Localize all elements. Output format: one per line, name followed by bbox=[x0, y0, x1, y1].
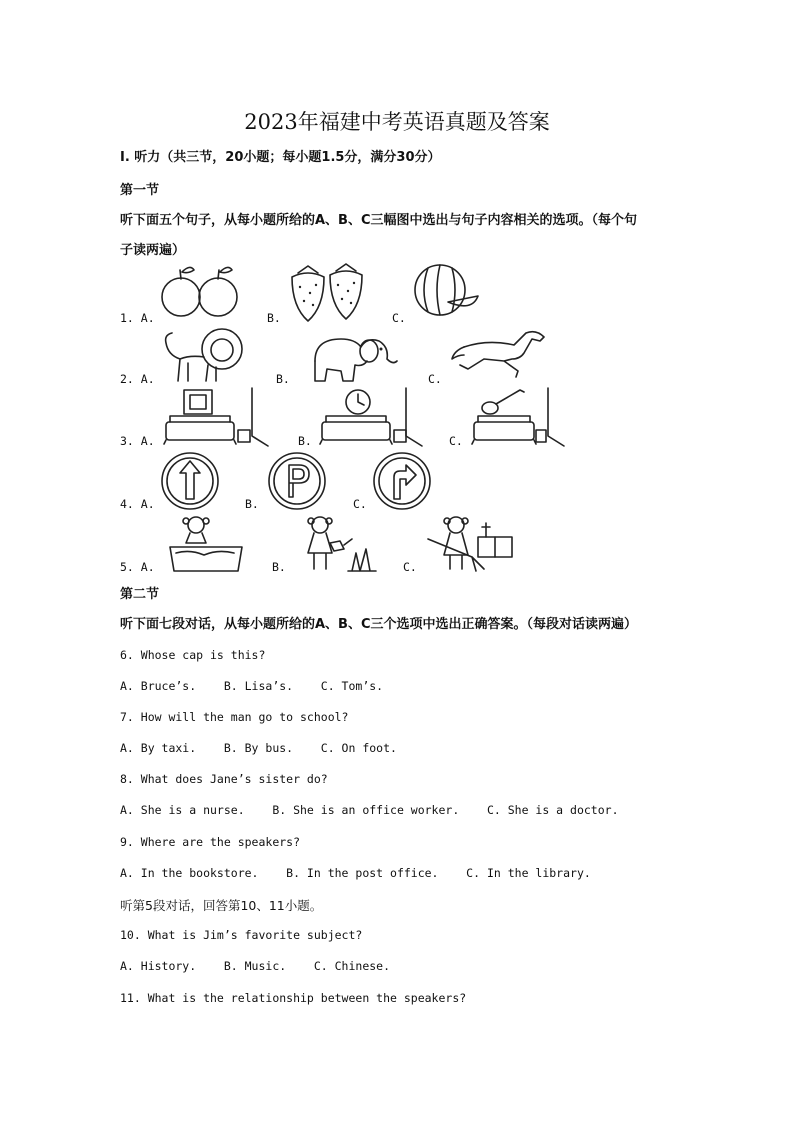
part1-instruction-line1: 听下面五个句子，从每小题所给的A、B、C三幅图中选出与句子内容相关的选项。（每个句 bbox=[120, 213, 638, 228]
q9-stem: 9. Where are the speakers? bbox=[120, 835, 301, 849]
lion-picture bbox=[160, 325, 250, 385]
q7-options: A. By taxi. B. By bus. C. On foot. bbox=[120, 741, 397, 755]
part2-instruction: 听下面七段对话，从每小题所给的A、B、C三个选项中选出正确答案。（每段对话读两遍） bbox=[120, 617, 638, 632]
q6-stem: 6. Whose cap is this? bbox=[120, 648, 266, 662]
q2-option-c: C. bbox=[428, 372, 442, 386]
q3-option-b: B. bbox=[298, 434, 312, 448]
horse-picture bbox=[448, 325, 548, 383]
elephant-picture bbox=[305, 325, 400, 385]
strawberries-picture bbox=[288, 263, 368, 323]
sofa-with-painting-picture bbox=[160, 388, 270, 448]
q7-stem: 7. How will the man go to school? bbox=[120, 710, 349, 724]
turn-right-sign bbox=[372, 451, 432, 511]
q10-options: A. History. B. Music. C. Chinese. bbox=[120, 959, 391, 973]
watermelon-picture bbox=[412, 262, 480, 320]
q10-stem: 10. What is Jim’s favorite subject? bbox=[120, 928, 363, 942]
girl-watering-plants-picture bbox=[296, 513, 380, 573]
q2-label: 2. A. bbox=[120, 372, 155, 386]
q6-options: A. Bruce’s. B. Lisa’s. C. Tom’s. bbox=[120, 679, 384, 693]
q4-option-c: C. bbox=[353, 497, 367, 511]
q9-options: A. In the bookstore. B. In the post office. C. In the library. bbox=[120, 866, 591, 880]
q8-options: A. She is a nurse. B. She is an office worker. C. She is a doctor. bbox=[120, 803, 619, 817]
q1-option-c: C. bbox=[392, 311, 406, 325]
q3-label: 3. A. bbox=[120, 434, 155, 448]
straight-arrow-sign bbox=[160, 451, 220, 511]
section-heading: Ⅰ. 听力（共三节，20小题；每小题1.5分，满分30分） bbox=[120, 150, 441, 165]
q3-option-c: C. bbox=[449, 434, 463, 448]
page-title: 2023年福建中考英语真题及答案 bbox=[244, 110, 550, 134]
q4-label: 4. A. bbox=[120, 497, 155, 511]
part2-label: 第二节 bbox=[120, 587, 160, 602]
q5-option-b: B. bbox=[272, 560, 286, 574]
q8-stem: 8. What does Jane’s sister do? bbox=[120, 772, 328, 786]
girl-washing-clothes-picture bbox=[160, 513, 250, 573]
apples-picture bbox=[160, 262, 242, 324]
dialogue5-instruction: 听第5段对话，回答第10、11小题。 bbox=[120, 898, 323, 913]
girl-sweeping-floor-picture bbox=[424, 513, 516, 573]
q2-option-b: B. bbox=[276, 372, 290, 386]
sofa-with-guitar-picture bbox=[468, 386, 578, 448]
q1-option-b: B. bbox=[267, 311, 281, 325]
q1-label: 1. A. bbox=[120, 311, 155, 325]
q11-stem: 11. What is the relationship between the speakers? bbox=[120, 991, 467, 1005]
q5-option-c: C. bbox=[403, 560, 417, 574]
parking-sign bbox=[267, 451, 327, 511]
q4-option-b: B. bbox=[245, 497, 259, 511]
sofa-with-clock-picture bbox=[316, 388, 426, 448]
q5-label: 5. A. bbox=[120, 560, 155, 574]
part1-instruction-line2: 子读两遍） bbox=[120, 243, 186, 258]
part1-label: 第一节 bbox=[120, 183, 160, 198]
